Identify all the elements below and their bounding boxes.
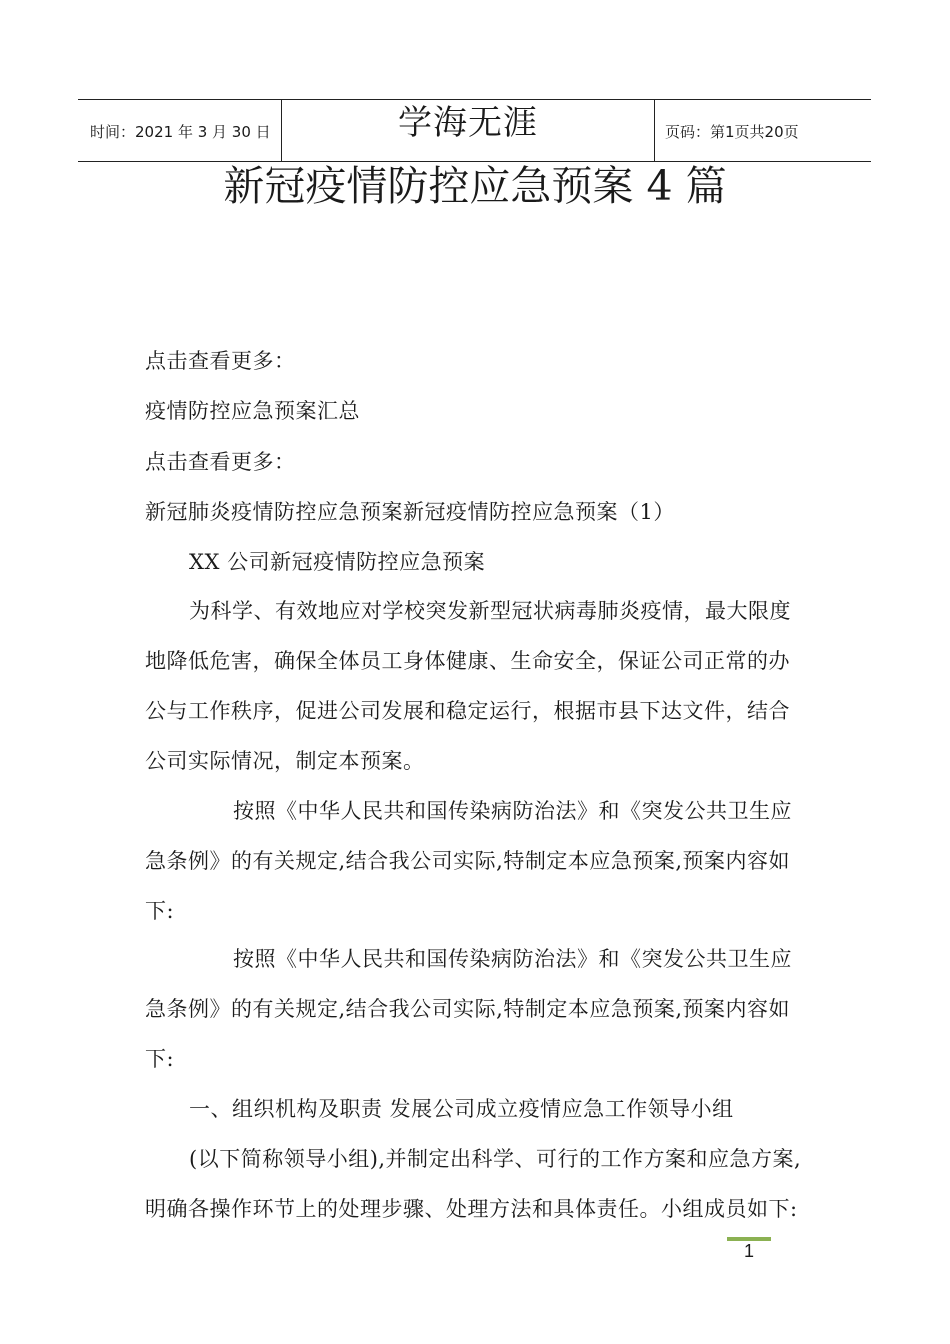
body-line: (以下简称领导小组),并制定出科学、可行的工作方案和应急方案, bbox=[189, 1147, 802, 1171]
body-line: 疫情防控应急预案汇总 bbox=[145, 399, 360, 423]
body-line: XX 公司新冠疫情防控应急预案 bbox=[189, 550, 486, 574]
body-line: 公与工作秩序，促进公司发展和稳定运行，根据市县下达文件，结合 bbox=[145, 699, 790, 723]
body-line: 公司实际情况，制定本预案。 bbox=[145, 749, 425, 773]
body-line: 地降低危害，确保全体员工身体健康、生命安全，保证公司正常的办 bbox=[145, 649, 790, 673]
body-line: 为科学、有效地应对学校突发新型冠状病毒肺炎疫情，最大限度 bbox=[189, 599, 791, 623]
page-number: 1 bbox=[743, 1241, 754, 1261]
body-line: 急条例》的有关规定,结合我公司实际,特制定本应急预案,预案内容如 bbox=[145, 849, 791, 873]
body-line: 点击查看更多： bbox=[145, 349, 296, 373]
body-line: 下: bbox=[145, 1047, 175, 1071]
body-line: 点击查看更多： bbox=[145, 450, 296, 474]
body-line: 新冠肺炎疫情防控应急预案新冠疫情防控应急预案（1） bbox=[145, 500, 675, 524]
body-line: 一、组织机构及职责 发展公司成立疫情应急工作领导小组 bbox=[189, 1097, 734, 1121]
body-line: 按照《中华人民共和国传染病防治法》和《突发公共卫生应 bbox=[233, 947, 792, 971]
body-line: 急条例》的有关规定,结合我公司实际,特制定本应急预案,预案内容如 bbox=[145, 997, 791, 1021]
document-title: 新冠疫情防控应急预案 4 篇 bbox=[223, 162, 727, 210]
body-line: 按照《中华人民共和国传染病防治法》和《突发公共卫生应 bbox=[233, 799, 792, 823]
header-time: 时间：2021 年 3 月 30 日 bbox=[90, 123, 271, 141]
header-page-info: 页码：第1页共20页 bbox=[665, 123, 799, 141]
body-line: 下: bbox=[145, 899, 175, 923]
body-line: 明确各操作环节上的处理步骤、处理方法和具体责任。小组成员如下: bbox=[145, 1197, 798, 1221]
header-brand: 学海无涯 bbox=[398, 103, 538, 143]
